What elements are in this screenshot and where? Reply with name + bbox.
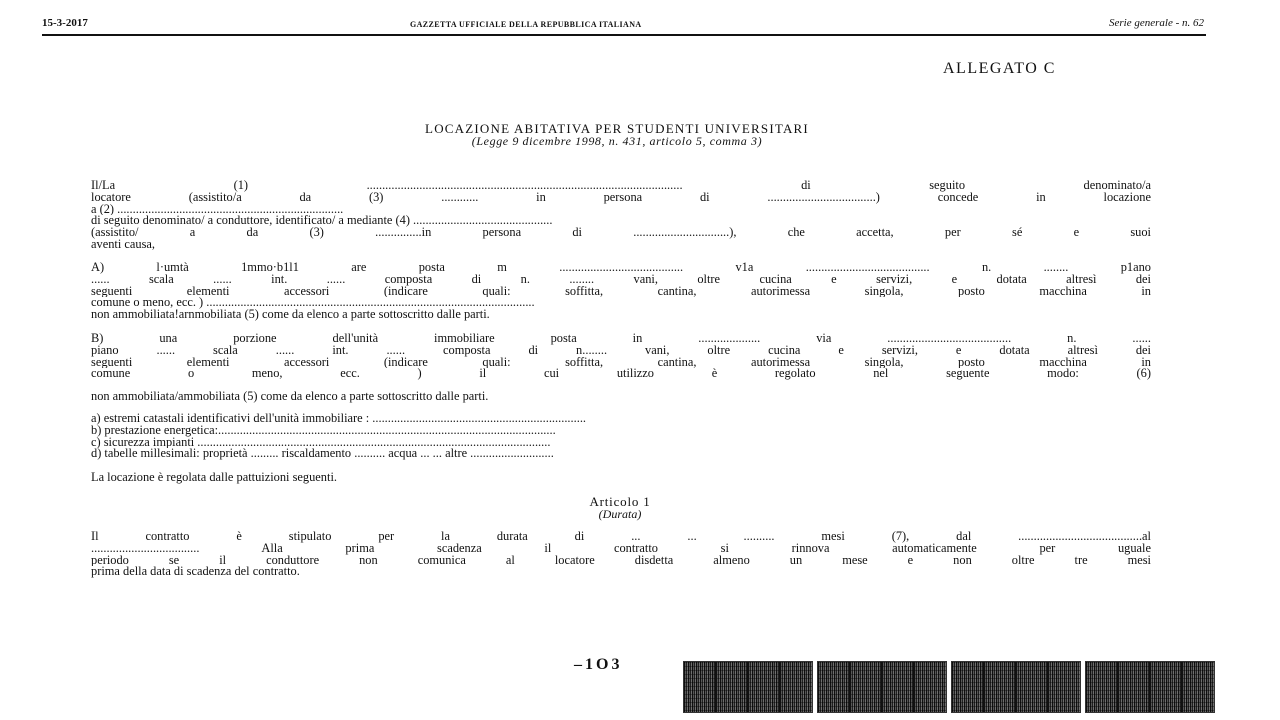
section-a-line: A) l·umtà 1mmo·b1l1 are posta m ........................................ v1a ........................................ n. ........ p1ano	[91, 262, 1151, 274]
section-b-end-line: non ammobiliata/ammobiliata (5) come da elenco a parte sottoscritto dalle parti.	[91, 391, 489, 403]
page-number: –1O3	[574, 656, 623, 673]
section-a-line: seguenti elementi accessori (indicare quali: soffitta, cantina, autorimessa singola, posto macchina in	[91, 285, 1151, 298]
intro-line: Il/La (1) ...................................................................................................... di seguito denominato/a	[91, 180, 1151, 192]
intro-line: a (2) .........................................................................	[91, 203, 344, 216]
article-paragraph	[91, 531, 1151, 578]
intro-line: aventi causa,	[91, 238, 155, 251]
article-subtitle: (Durata)	[598, 507, 642, 521]
article-line: periodo se il conduttore non comunica al locatore disdetta almeno un mese e non oltre tre mesi	[91, 554, 1151, 567]
regulation-sentence	[91, 472, 1151, 484]
intro-line: (assistito/ a da (3) ...............in persona di ...............................), che accetta, per sé e suoi	[91, 227, 1151, 239]
section-b-line: seguenti elementi accessori (indicare quali: soffitta, cantina, autorimessa singola, posto macchina in	[91, 356, 1151, 369]
article-line: Il contratto è stipulato per la durata di ... ... .......... mesi (7), dal ........................................al	[91, 531, 1151, 543]
intro-paragraph	[91, 180, 1151, 251]
document-subtitle: (Legge 9 dicembre 1998, n. 431, articolo 5, comma 3)	[471, 134, 763, 148]
page-header	[42, 16, 1206, 36]
section-b-end	[91, 391, 1151, 403]
header-publication: GAZZETTA UFFICIALE DELLA REPUBBLICA ITALIANA	[410, 20, 642, 29]
details-list	[91, 413, 1151, 460]
document-title: LOCAZIONE ABITATIVA PER STUDENTI UNIVERSITARI	[425, 121, 809, 136]
section-a-line: ...... scala ...... int. ...... composta di n. ........ vani, oltre cucina e servizi, e dotata altresì dei	[91, 273, 1151, 286]
detail-item: d) tabelle millesimali: proprietà ......... riscaldamento .......... acqua ... ... altre ...........................	[91, 448, 554, 461]
datamatrix-code	[1085, 661, 1215, 713]
detail-item: a) estremi catastali identificativi dell'unità immobiliare : .....................................................................	[91, 413, 587, 425]
article-line: prima della data di scadenza del contratto.	[91, 566, 300, 579]
allegato-label: ALLEGATO C	[943, 60, 1056, 77]
datamatrix-code	[817, 661, 947, 713]
detail-item: c) sicurezza impianti ..................................................................................................................	[91, 436, 551, 449]
section-b-paragraph	[91, 333, 1151, 380]
article-line: ................................... Alla prima scadenza il contratto si rinnova automaticamente per uguale	[91, 542, 1151, 555]
header-date: 15-3-2017	[42, 17, 88, 29]
section-a-line: non ammobiliata!arnmobiliata (5) come da elenco a parte sottoscritto dalle parti.	[91, 309, 490, 321]
regulation-line: La locazione è regolata dalle pattuizioni seguenti.	[91, 472, 337, 484]
datamatrix-code	[951, 661, 1081, 713]
detail-item: b) prestazione energetica:.............................................................................................................	[91, 424, 556, 437]
section-b-line: B) una porzione dell'unità immobiliare posta in .................... via ........................................ n. ......	[91, 333, 1151, 345]
section-a-line: comune o meno, ecc. ) ..........................................................................................................	[91, 297, 535, 310]
section-a-paragraph	[91, 262, 1151, 321]
header-series: Serie generale - n. 62	[1109, 17, 1204, 29]
datamatrix-code	[683, 661, 813, 713]
section-b-line: comune o meno, ecc. ) il cui utilizzo è regolato nel seguente modo: (6)	[91, 368, 1151, 381]
intro-line: locatore (assistito/a da (3) ............ in persona di ...................................) concede in locazione	[91, 191, 1151, 204]
intro-line: di seguito denominato/ a conduttore, identificato/ a mediante (4) .............................................	[91, 215, 553, 228]
article-title: Articolo 1	[589, 494, 651, 509]
section-b-line: piano ...... scala ...... int. ...... composta di n........ vani, oltre cucina e servizi, e dotata altresì dei	[91, 344, 1151, 357]
